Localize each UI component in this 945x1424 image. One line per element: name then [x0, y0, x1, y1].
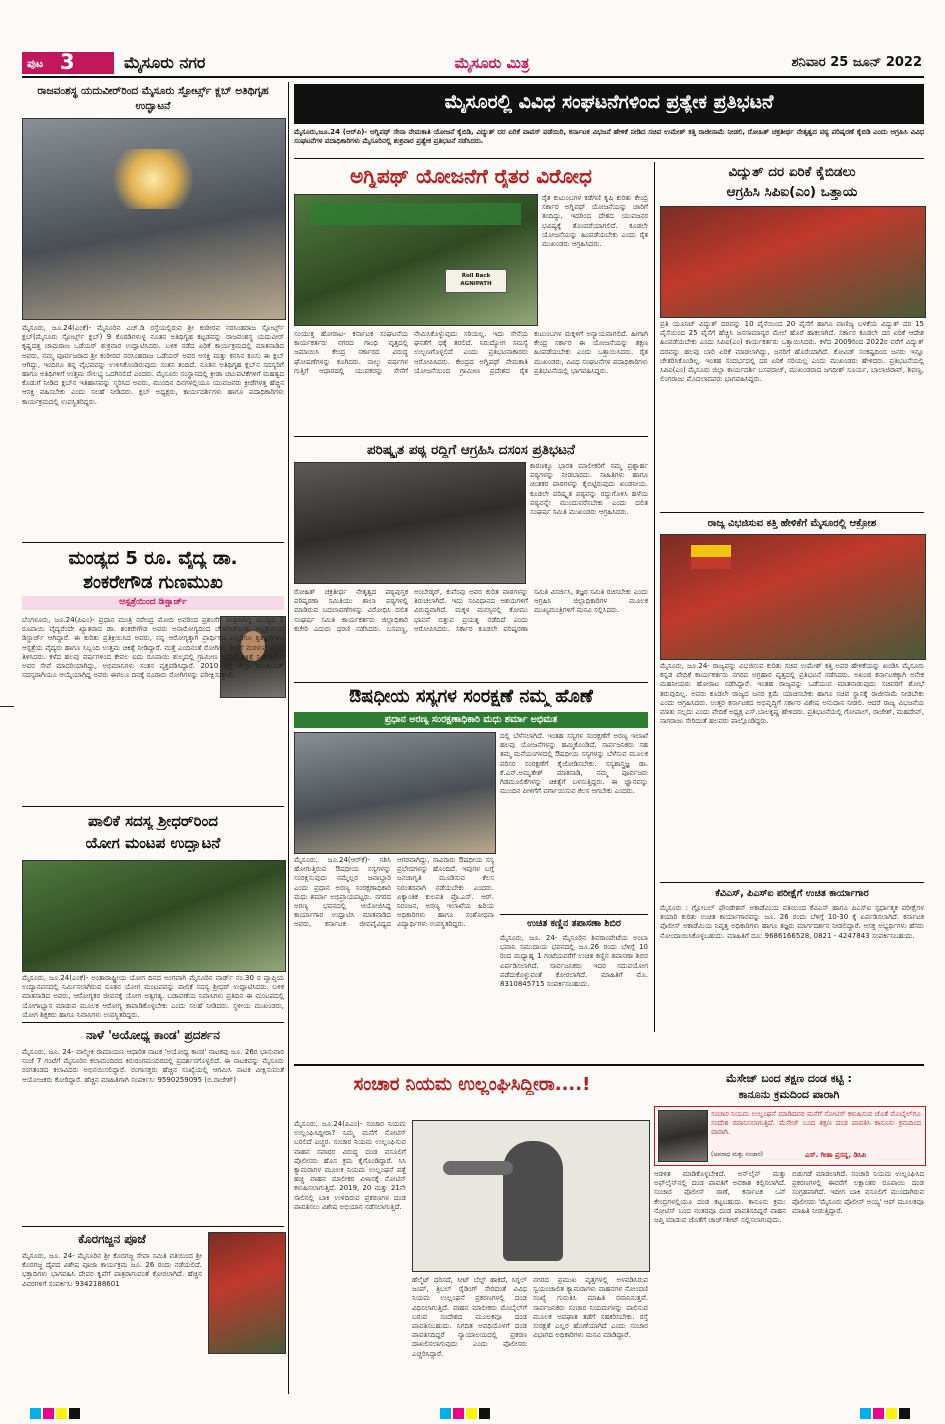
- herbal-side-article: ದಲ್ಲಿ ಬೆಳೆಸಲಾಗಿದೆ. ಇಂತಹ ಸಸ್ಯಗಳ ಸಂರಕ್ಷಣೆಗೆ ಅರಣ್ಯ ಇಲಾಖೆ ಹಲವು ಯೋಜನೆಗಳನ್ನು ಹಮ್ಮಿಕೊಂಡಿದೆ. ಸಾರ್ವಜನಿಕರು ಸಹ ತಮ್ಮ ಮನೆಯಂಗಳದಲ್ಲಿ ಔಷಧೀಯ ಸಸ್ಯಗಳನ್ನು ಬೆಳೆಸುವ ಮೂಲಕ ಪರಿಸರ ಸಂರಕ್ಷಣೆಗೆ ಕೈಜೋಡಿಸಬೇಕು. ಸಸ್ಯಶಾಸ್ತ್ರಜ್ಞ ಡಾ. ಕೆ.ಎನ್.ಅಮೃತೇಶ್ ಮಾತನಾಡಿ, ನಮ್ಮ ಪೂರ್ವಜರು ಗಿಡಮೂಲಿಕೆಗಳನ್ನು ಚಿಕಿತ್ಸೆಗೆ ಬಳಸುತ್ತಿದ್ದರು. ಈ ಜ್ಞಾನವನ್ನು ಮುಂದಿನ ಪೀಳಿಗೆಗೆ ವರ್ಗಾಯಿಸುವ ಕೆಲಸ ಆಗಬೇಕು ಎಂದರು.: [500, 732, 648, 796]
- left-rule-3: [22, 1022, 284, 1023]
- katti-article: ಮೈಸೂರು, ಜೂ.24- ರಾಜ್ಯವನ್ನು ವಿಭಜಿಸುವ ಕುರಿತು ಸಚಿವ ಉಮೇಶ್ ಕತ್ತಿ ಅವರ ಹೇಳಿಕೆಯನ್ನು ಖಂಡಿಸಿ ಮೈಸೂರು ಕನ್ನಡ ವೇದಿಕೆ ಕಾರ್ಯಕರ್ತರು ನಗರದ ಅಗ್ರಹಾರ ವೃತ್ತದಲ್ಲಿ ಪ್ರತಿಭಟನೆ ನಡೆಸಿದರು. ಅಖಂಡ ಕರ್ನಾಟಕಕ್ಕಾಗಿ ಅನೇಕ ಮಹನೀಯರು ಹೋರಾಟ ನಡೆಸಿದ್ದಾರೆ. ಇಂತಹ ರಾಜ್ಯವನ್ನು ಒಡೆಯುವ ಮಾತನಾಡುವುದು ಸಚಿವರಿಗೆ ಶೋಭೆ ತರುವುದಿಲ್ಲ. ಅವರು ಕೂಡಲೇ ರಾಜ್ಯದ ಜನರ ಕ್ಷಮೆ ಯಾಚಿಸಬೇಕು ಹಾಗೂ ಸಚಿವ ಸ್ಥಾನಕ್ಕೆ ರಾಜೀನಾಮೆ ನೀಡಬೇಕು ಎಂದು ಆಗ್ರಹಿಸಿದರು. ಉತ್ತರ ಕರ್ನಾಟಕದ ಅಭಿವೃದ್ಧಿಗೆ ಸರ್ಕಾರ ವಿಶೇಷ ಅನುದಾನ ನೀಡಲಿ. ಆದರೆ ರಾಜ್ಯ ವಿಭಜನೆಯ ಮಾತು ಸಲ್ಲದು ಎಂದು ವೇದಿಕೆ ಅಧ್ಯಕ್ಷ ಎಸ್.ಬಾಲಕೃಷ್ಣ ಹೇಳಿದರು. ಪ್ರತಿಭಟನೆಯಲ್ಲಿ ಗೋಪಾಲ್, ರಾಜೇಶ್, ಮಹದೇವ್, ನಾಗರಾಜು ಸೇರಿದಂತೆ ಹಲವರು ಪಾಲ್ಗೊಂಡಿದ್ದರು.: [660, 662, 924, 726]
- textbook-article: ರೋಹಿತ್ ಚಕ್ರತೀರ್ಥ ನೇತೃತ್ವದ ಪಠ್ಯಪುಸ್ತಕ ಪರಿಷ್ಕರಣಾ ಸಮಿತಿಯು ಶಾಲಾ ಪಠ್ಯಗಳಲ್ಲಿ ಮಾಡಿರುವ ಬದಲಾವಣೆಗಳನ್ನು ವಿರೋಧಿಸಿ ದಲಿತ ಸಂಘರ್ಷ ಸಮಿತಿ ಕಾರ್ಯಕರ್ತರು ಜಿಲ್ಲಾಧಿಕಾರಿ ಕಚೇರಿ ಎದುರು ಧರಣಿ ನಡೆಸಿದರು. ಬಸವಣ್ಣ, ಅಂಬೇಡ್ಕರ್, ಕುವೆಂಪು ಅವರ ಕುರಿತ ಪಾಠಗಳನ್ನು ತಿರುಚಲಾಗಿದೆ. ಇದು ಸಂವಿಧಾನದ ಆಶಯಗಳಿಗೆ ವಿರುದ್ಧವಾಗಿದೆ. ಮಕ್ಕಳ ಮನಸ್ಸಿನಲ್ಲಿ ಕೋಮು ಭಾವನೆ ಬಿತ್ತುವ ಪ್ರಯತ್ನ ನಡೆದಿದೆ ಎಂದು ಆರೋಪಿಸಿದರು. ಸರ್ಕಾರ ಕೂಡಲೇ ಪರಿಷ್ಕರಣಾ ಸಮಿತಿ ವಿಸರ್ಜಿಸಿ, ತಜ್ಞರ ಸಮಿತಿ ರಚಿಸಬೇಕು ಎಂದು ಆಗ್ರಹಿಸಿ ಜಿಲ್ಲಾಧಿಕಾರಿಗಳ ಮೂಲಕ ಮುಖ್ಯಮಂತ್ರಿಗಳಿಗೆ ಮನವಿ ಸಲ್ಲಿಸಿದರು.: [294, 588, 648, 633]
- drama-article: ಮೈಸೂರು, ಜೂ. 24- ವಾಲ್ಮೀಕಿ ರಾಮಾಯಣ ಆಧಾರಿತ ನಾಟಕ 'ಅಯೋಧ್ಯ ಕಾಂಡ' ನಾಟಕವು ಜೂ. 26ರ ಭಾನುವಾರ ಸಂಜೆ 7 ಗಂಟೆಗೆ ಮೈಸೂರಿನ ಕಲಾಮಂದಿರದ ಕಿರುರಂಗಮಂದಿರದಲ್ಲಿ ಪ್ರದರ್ಶನಗೊಳ್ಳಲಿದೆ. ಈ ನಾಟಕವನ್ನು ಮೈಸೂರು ರಂಗತಂಡದ ಕಲಾವಿದರು ಅಭಿನಯಿಸಲಿದ್ದಾರೆ. ರಂಗಾಸಕ್ತರು ಹೆಚ್ಚಿನ ಸಂಖ್ಯೆಯಲ್ಲಿ ಆಗಮಿಸಿ ನಾಟಕ ವೀಕ್ಷಿಸುವಂತೆ ಆಯೋಜಕರು ಕೋರಿದ್ದಾರೆ. ಹೆಚ್ಚಿನ ಮಾಹಿತಿಗಾಗಿ ಸಂಪರ್ಕಿಸಿ: 9590259095 (ಬಿ.ರಾಜೇಶ್): [22, 1048, 284, 1084]
- message-headline-1: ಮೆಸೇಜ್ ಬಂದ ತಕ್ಷಣ ದಂಡ ಕಟ್ಟಿ :: [726, 1072, 852, 1085]
- herbal-event-photo: [294, 732, 496, 854]
- sports-club-photo: [22, 118, 286, 320]
- herbal-subhead: ಪ್ರಧಾನ ಅರಣ್ಯ ಸಂರಕ್ಷಣಾಧಿಕಾರಿ ಮಧು ಶರ್ಮಾ ಅಭಿಮತ: [384, 714, 558, 725]
- textbook-side-article: ಕಾರಣಕ್ಕೂ ಭಾರತ ಮಾಲೀಕರಿಗೆ ನಮ್ಮ ಪ್ರಶ್ನಾರ್ಹ ಪಠ್ಯಗಳನ್ನು ನೀಡಬಾರದು. ಸಾಹಿತಿಗಳು ಹಾಗೂ ಚಿಂತಕರ ಪಾಠಗಳನ್ನು ಕೈಬಿಟ್ಟಿರುವುದು ಖಂಡನೀಯ. ಕೂಡಲೇ ಪರಿಷ್ಕೃತ ಪಠ್ಯವನ್ನು ರದ್ದುಗೊಳಿಸಿ ಹಳೆಯ ಪಠ್ಯವನ್ನೇ ಮುಂದುವರೆಸಬೇಕು ಎಂದು ದಲಿತ ಸಂಘರ್ಷ ಸಮಿತಿ ಮುಖಂಡರು ಆಗ್ರಹಿಸಿದರು.: [530, 462, 648, 517]
- doctor-article: ಬೆಂಗಳೂರು, ಜೂ.24(ಪಿಎಂ)- ಪ್ರಧಾನ ಮಂತ್ರಿ ನರೇಂದ್ರ ಮೋದಿ ಅವರಿಂದ ಪ್ರಶಂಸೆಗೆ ಪಾತ್ರರಾಗಿದ್ದ ಮಂಡ್ಯದ 5 ರೂಪಾಯಿ ವೈದ್ಯರೆಂದೇ ಖ್ಯಾತರಾದ ಡಾ. ಶಂಕರೇಗೌಡ ಅವರು ಅನಾರೋಗ್ಯದಿಂದ ಚೇತರಿಸಿಕೊಂಡು ಆಸ್ಪತ್ರೆಯಿಂದ ಡಿಸ್ಚಾರ್ಜ್ ಆಗಿದ್ದಾರೆ. ಈ ಕುರಿತು ಪ್ರತಿಕ್ರಿಯಿಸಿದ ಅವರು, ನನ್ನ ಆರೋಗ್ಯಕ್ಕಾಗಿ ಪ್ರಾರ್ಥಿಸಿದ ಎಲ್ಲರಿಗೂ ಕೃತಜ್ಞತೆಗಳು. ಆಸ್ಪತ್ರೆಯ ವೈದ್ಯರು ಹಾಗೂ ಸಿಬ್ಬಂದಿ ಉತ್ತಮ ಚಿಕಿತ್ಸೆ ನೀಡಿದ್ದಾರೆ. ಮತ್ತೆ ಎಂದಿನಂತೆ ರೋಗಿಗಳ ಸೇವೆಗೆ ಮರಳುವೆ ಎಂದು ತಿಳಿಸಿದರು. ಕಳೆದ ಹಲವು ವರ್ಷಗಳಿಂದ ಕೇವಲ ಐದು ರೂಪಾಯಿ ಶುಲ್ಕದಲ್ಲಿ ಗ್ರಾಮೀಣ ಜನರಿಗೆ ಚಿಕಿತ್ಸೆ ನೀಡುತ್ತಿರುವ ಅವರ ಸೇವೆ ಮಾದರಿಯಾಗಿದ್ದು, ಅಭಿಮಾನಿಗಳು ಸಂತಸ ವ್ಯಕ್ತಪಡಿಸಿದ್ದಾರೆ. 2010 ರಲ್ಲಿ ಜಿಲ್ಲಾ ಪಂಚಾಯತ್ ಸದಸ್ಯರಾಗಿಯೂ ಆಯ್ಕೆಯಾಗಿದ್ದ ಅವರು ಈಗಲೂ ದಿನಕ್ಕೆ ನೂರಾರು ರೋಗಿಗಳನ್ನು ಪರೀಕ್ಷಿಸುತ್ತಾರೆ.: [22, 616, 284, 680]
- yoga-article: ಮೈಸೂರು, ಜೂ.24(ಎಂಕೆ)- ಅಂತಾರಾಷ್ಟ್ರೀಯ ಯೋಗ ದಿನದ ಅಂಗವಾಗಿ ಮೈಸೂರಿನ ವಾರ್ಡ್ ನಂ.30 ರ ವ್ಯಾಪ್ತಿಯ ಉದ್ಯಾನವನದಲ್ಲಿ ನಿರ್ಮಿಸಲಾಗಿರುವ ನೂತನ ಯೋಗ ಮಂಟಪವನ್ನು ಪಾಲಿಕೆ ಸದಸ್ಯ ಶ್ರೀಧರ್ ಉದ್ಘಾಟಿಸಿದರು. ಬಳಿಕ ಮಾತನಾಡಿದ ಅವರು, ಆರೋಗ್ಯಕರ ಜೀವನಕ್ಕೆ ಯೋಗ ಅತ್ಯಗತ್ಯ. ಬಡಾವಣೆಯ ನಿವಾಸಿಗಳು ಪ್ರತಿದಿನ ಈ ಮಂಟಪದಲ್ಲಿ ಯೋಗಾಭ್ಯಾಸ ಮಾಡುವ ಮೂಲಕ ಆರೋಗ್ಯ ಕಾಪಾಡಿಕೊಳ್ಳಬೇಕು ಎಂದು ಸಲಹೆ ನೀಡಿದರು. ಸ್ಥಳೀಯ ಮುಖಂಡರು, ಯೋಗ ಶಿಕ್ಷಕರು ಹಾಗೂ ನಿವಾಸಿಗಳು ಉಪಸ್ಥಿತರಿದ್ದರು.: [22, 974, 284, 1019]
- color-bar-center: [440, 1404, 492, 1423]
- story-herbal: [294, 686, 648, 1032]
- koragajja-article: ಮೈಸೂರು, ಜೂ. 24- ಮೈಸೂರಿನ ಶ್ರೀ ಕೊರಗಜ್ಜ ಸೇವಾ ಸಮಿತಿ ವತಿಯಿಂದ ಶ್ರೀ ಕೊರಗಜ್ಜ ದೈವದ ವಿಶೇಷ ಪೂಜಾ ಕಾರ್ಯಕ್ರಮ ಜೂ. 26 ರಂದು ನಡೆಯಲಿದೆ. ಭಕ್ತಾದಿಗಳು ಭಾಗವಹಿಸಿ ದೇವರ ಕೃಪೆಗೆ ಪಾತ್ರರಾಗುವಂತೆ ಕೋರಲಾಗಿದೆ. ಹೆಚ್ಚಿನ ವಿವರಗಳಿಗೆ ಸಂಪರ್ಕಿಸಿ: 9342188601: [22, 1252, 202, 1288]
- kannada-flag: [691, 545, 731, 569]
- left-rule-2: [22, 806, 284, 807]
- agnipath-headline: ಅಗ್ನಿಪಥ್ ಯೋಜನೆಗೆ ರೈತರ ವಿರೋಧ: [350, 164, 592, 188]
- officer-quote: ಸಂಚಾರ ನಿಯಮ ಉಲ್ಲಂಘನೆ ಮಾಡಿದವರ ಮನೆಗೆ ನೋಟಿಸ್ ಕಳುಹಿಸುವ ಜೊತೆ ಮೊಬೈಲ್‌ಗೂ ಸಂದೇಶ ರವಾನಿಸಲಾಗುತ್ತಿದೆ. ಮೆಸೇಜ್ ಬಂದ ತಕ್ಷಣ ದಂಡ ಪಾವತಿಸಿ ಕಾನೂನು ಕ್ರಮದಿಂದ ಪಾರಾಗಿ.: [711, 1110, 921, 1137]
- herbal-article: ಮೈಸೂರು, ಜೂ.24(ಆರ್‌ಕೆ)- ನಶಿಸಿ ಹೋಗುತ್ತಿರುವ ಔಷಧೀಯ ಸಸ್ಯಗಳನ್ನು ಸಂರಕ್ಷಿಸುವುದು ನಮ್ಮೆಲ್ಲರ ಜವಾಬ್ದಾರಿ ಎಂದು ಪ್ರಧಾನ ಅರಣ್ಯ ಸಂರಕ್ಷಣಾಧಿಕಾರಿ ಮಧು ಶರ್ಮಾ ಅಭಿಪ್ರಾಯಪಟ್ಟರು. ನಗರದ ಅರಣ್ಯ ಭವನದಲ್ಲಿ ಆಯೋಜಿಸಿದ್ದ ಕಾರ್ಯಾಗಾರ ಉದ್ಘಾಟಿಸಿ ಮಾತನಾಡಿದ ಅವರು, ಕರ್ನಾಟಕ ಜೀವವೈವಿಧ್ಯದ ಆಗರವಾಗಿದ್ದು, ಸಾವಿರಾರು ಔಷಧೀಯ ಸಸ್ಯ ಪ್ರಭೇದಗಳನ್ನು ಹೊಂದಿದೆ. ಇವುಗಳ ಬಗ್ಗೆ ಜನಜಾಗೃತಿ ಮೂಡಿಸುವ ಕೆಲಸ ನಿರಂತರವಾಗಿ ನಡೆಯಬೇಕು ಎಂದರು. ಏಕ್ಯಾಂತಿಕ ಕುಲಪತಿ ಪ್ರೊ.ಎಸ್. ಆರ್. ನಿರಂಜನ, ಅರಣ್ಯ ಇಲಾಖೆಯ ಹಿರಿಯ ಅಧಿಕಾರಿಗಳು ಹಾಗೂ ಸಂಶೋಧನಾ ವಿದ್ಯಾರ್ಥಿಗಳು ಉಪಸ್ಥಿತರಿದ್ದರು.: [294, 856, 494, 929]
- page-number: 3: [60, 50, 75, 74]
- agnipath-side-article: ರೈತ ಕುಟುಂಬಗಳ ಕಡೆಗಣಿ ಕೃಷಿ ಕುರಿತು ಕೇಂದ್ರ ಸರ್ಕಾರ ಅಗ್ನಿಪಥ್ ಯೋಜನೆಯನ್ನು ಜಾರಿಗೆ ತಂದಿದ್ದು, ಇದರಿಂದ ದೇಶದ ಯುವಜನರ ಭವಿಷ್ಯಕ್ಕೆ ತೊಂದರೆಯಾಗಲಿದೆ. ಕೂಡಲೇ ಯೋಜನೆಯನ್ನು ಹಿಂಪಡೆಯಬೇಕು ಎಂದು ರೈತ ಮುಖಂಡರು ಆಗ್ರಹಿಸಿದರು.: [542, 194, 648, 249]
- hall-lamp: [103, 149, 203, 209]
- officer-name: ಎಸ್. ಗೀತಾ ಪ್ರಸನ್ನ, ಡಿಸಿಪಿ: [805, 1151, 867, 1159]
- katti-headline: ರಾಜ್ಯ ವಿಭಜಿಸುವ ಕತ್ತಿ ಹೇಳಿಕೆಗೆ ಮೈಸೂರಲ್ಲಿ ಆಕ್ರೋಶ: [707, 518, 877, 529]
- story-traffic: [294, 1070, 924, 1396]
- main-banner-intro: ಮೈಸೂರು,ಜೂ.24 (ಆರ್‌ಪಿ)- ಅಗ್ನಿಪಥ್ ಸೇನಾ ನೇಮಕಾತಿ ಯೋಜನೆ ಕೈಬಿಡಿ, ವಿದ್ಯುತ್ ದರ ಏರಿಕೆ ವಾಪಸ್ ಪಡೆಯಿರಿ, ಕರ್ನಾಟಕ ವಿಭಜನೆ ಹೇಳಿಕೆ ನೀಡಿದ ಸಚಿವ ಉಮೇಶ್ ಕತ್ತಿ ರಾಜೀನಾಮೆ ನೀಡಲಿ, ರೋಹಿತ್ ಚಕ್ರತೀರ್ಥ ನೇತೃತ್ವದ ಪಠ್ಯ ಪರಿಷ್ಕರಣೆ ಕೈಬಿಡಿ ಎಂದು ಆಗ್ರಹಿಸಿ ವಿವಿಧ ಸಂಘಟನೆಗಳ ಪದಾಧಿಕಾರಿಗಳು ಮೈಸೂರಿನಲ್ಲಿ ಶುಕ್ರವಾರ ಪ್ರತ್ಯೇಕ ಪ್ರತಿಭಟನೆ ನಡೆಸಿದರು.: [294, 128, 924, 146]
- police-figure: [503, 1141, 563, 1261]
- story-sports-club-headline: ರಾಜವಂಶಸ್ಥ ಯದುವೀರ್‌ರಿಂದ ಮೈಸೂರು ಸ್ಪೋರ್ಟ್ಸ್ ಕ್ಲಬ್ ಅತಿಥಿಗೃಹ ಉದ್ಘಾಟನೆ: [37, 85, 269, 112]
- story-doctor-headline-1: ಮಂಡ್ಯದ 5 ರೂ. ವೈದ್ಯ ಡಾ.: [68, 548, 238, 569]
- agnipath-placard-text: Roll Back AGNIPATH: [460, 273, 492, 287]
- masthead-rule: [22, 76, 924, 78]
- power-headline-1: ವಿದ್ಯುತ್ ದರ ಏರಿಕೆ ಕೈಬಿಡಲು: [728, 164, 856, 180]
- katti-protest-photo: [660, 534, 926, 660]
- paper-name: ಮೈಸೂರು ಮಿತ್ರ: [454, 54, 530, 72]
- officer-role: (ಅಪರಾಧ ಮತ್ತು ಸಂಚಾರ): [711, 1151, 764, 1158]
- cpim-protest-photo: [660, 206, 926, 318]
- story-power: [660, 162, 924, 510]
- page-label-box: [22, 52, 114, 74]
- section-name: ಮೈಸೂರು ನಗರ: [124, 53, 206, 72]
- herbal-subhead-box: [294, 712, 648, 728]
- center-rule-2: [294, 682, 648, 683]
- yoga-photo: [22, 860, 286, 972]
- story-doctor-headline-2: ಶಂಕರೇಗೌಡ ಗುಣಮುಖ: [83, 572, 223, 593]
- story-koragajja-headline: ಕೊರಗಜ್ಜನ ಪೂಜೆ: [78, 1232, 146, 1246]
- story-katti: [660, 516, 924, 880]
- agnipath-protest-photo: [294, 194, 538, 326]
- kvs-headline: ಕೆವಿಎಸ್, ಪಿಎಸ್‌ಐ ಪರೀಕ್ಷೆಗೆ ಉಚಿತ ಕಾರ್ಯಾಗಾರ: [715, 888, 869, 899]
- story-doctor-subhead: ಆಸ್ಪತ್ರೆಯಿಂದ ಡಿಸ್ಚಾರ್ಜ್: [119, 597, 187, 607]
- traffic-top-rule: [294, 1064, 924, 1066]
- story-agnipath: [294, 162, 648, 434]
- koragajja-photo: [208, 1232, 286, 1354]
- power-headline-2: ಆಗ್ರಹಿಸಿ ಸಿಪಿಐ(ಎಂ) ಒತ್ತಾಯ: [726, 184, 858, 200]
- color-bar-right: [860, 1404, 912, 1423]
- issue-date: ಶನಿವಾರ 25 ಜೂನ್ 2022: [791, 55, 922, 70]
- traffic-column-1: ಮೈಸೂರು, ಜೂ.24(ಪಿಎಂ)- ಸಂಚಾರ ನಿಯಮ ಉಲ್ಲಂಘಿಸಿದ್ದೀರಾ? ನಿಮ್ಮ ಮನೆಗೆ ನೋಟಿಸ್ ಬರಲಿದೆ ಎಚ್ಚರ. ಸಂಚಾರ ನಿಯಮ ಉಲ್ಲಂಘಿಸುವ ವಾಹನ ಸವಾರರ ವಿರುದ್ಧ ದಂಡ ವಸೂಲಿಗೆ ಪೊಲೀಸರು ಹೊಸ ಕ್ರಮ ಕೈಗೊಂಡಿದ್ದಾರೆ. ಸಿಸಿ ಕ್ಯಾಮರಾಗಳ ಮೂಲಕ ನಿಯಮ ಉಲ್ಲಂಘನೆ ಪತ್ತೆ ಹಚ್ಚಿ ವಾಹನ ಮಾಲೀಕರ ವಿಳಾಸಕ್ಕೆ ನೋಟಿಸ್ ಕಳುಹಿಸಲಾಗುತ್ತಿದೆ. 2019, 20 ಮತ್ತು 21ನೇ ಸಾಲಿನಲ್ಲಿ ಬಾಕಿ ಉಳಿದಿರುವ ಪ್ರಕರಣಗಳ ದಂಡ ಪಾವತಿಸಲು ವಿಶೇಷ ಅಭಿಯಾನ ನಡೆಸಲಾಗುತ್ತಿದೆ.: [294, 1120, 406, 1211]
- story-drama-headline: ನಾಳೆ 'ಅಯೋಧ್ಯ ಕಾಂಡ' ಪ್ರದರ್ಶನ: [86, 1028, 220, 1042]
- story-koragajja: [22, 1230, 284, 1396]
- story-doctor-subhead-box: [22, 596, 284, 610]
- story-yoga-headline-1: ಪಾಲಿಕೆ ಸದಸ್ಯ ಶ್ರೀಧರ್‌ರಿಂದ: [88, 812, 218, 830]
- traffic-headline: ಸಂಚಾರ ನಿಯಮ ಉಲ್ಲಂಘಿಸಿದ್ದೀರಾ....!: [353, 1074, 591, 1095]
- traffic-column-2: ಹೆಲ್ಮೆಟ್ ಧರಿಸದೆ, ಸೀಟ್ ಬೆಲ್ಟ್ ಹಾಕದೆ, ಸಿಗ್ನಲ್ ಜಂಪ್, ತ್ರಿಬಲ್ ರೈಡಿಂಗ್ ಸೇರಿದಂತೆ ವಿವಿಧ ನಿಯಮ ಉಲ್ಲಂಘನೆ ಪ್ರಕರಣಗಳಲ್ಲಿ ದಂಡ ವಿಧಿಸಲಾಗುತ್ತಿದೆ. ವಾಹನ ಮಾಲೀಕರು ಮೊಬೈಲ್‌ಗೆ ಬರುವ ಸಂದೇಶದ ಮೂಲಕವೂ ದಂಡ ಪಾವತಿಸಬಹುದು. ನಿಗದಿತ ಅವಧಿಯೊಳಗೆ ದಂಡ ಪಾವತಿಸದಿದ್ದರೆ ನ್ಯಾಯಾಲಯದಲ್ಲಿ ಪ್ರಕರಣ ದಾಖಲಿಸಲಾಗುವುದು ಎಂದು ಪೊಲೀಸರು ಎಚ್ಚರಿಸಿದ್ದಾರೆ.: [412, 1276, 527, 1358]
- power-article: ಪ್ರತಿ ಯೂನಿಟ್ ವಿದ್ಯುತ್ ದರವನ್ನು 10 ಪೈಸೆಯಿಂದ 20 ಪೈಸೆಗೆ ಹಾಗೂ ವಾಣಿಜ್ಯ ಬಳಕೆಯ ವಿದ್ಯುತ್ ದರ 15 ಪೈಸೆಯಿಂದ 25 ಪೈಸೆಗೆ ಹೆಚ್ಚಿಸಿ ಜನಸಾಮಾನ್ಯರ ಮೇಲೆ ಹೊರೆ ಹಾಕಲಾಗಿದೆ. ಸರ್ಕಾರ ಕೂಡಲೇ ದರ ಏರಿಕೆ ಆದೇಶ ಹಿಂಪಡೆಯಬೇಕು ಎಂದು ಸಿಪಿಐ(ಎಂ) ಕಾರ್ಯಕರ್ತರು ಒತ್ತಾಯಿಸಿದರು. ಕಳೆದ 2009ರಿಂದ 2022ರ ವರೆಗೆ ವಿದ್ಯುತ್ ದರವನ್ನು ಹಲವು ಬಾರಿ ಏರಿಕೆ ಮಾಡಲಾಗಿದ್ದು, ಜನರಿಗೆ ಹೊರೆಯಾಗಿದೆ. ಕೋವಿಡ್ ಸಂಕಷ್ಟದಿಂದ ಜನರು ಇನ್ನೂ ಚೇತರಿಸಿಕೊಂಡಿಲ್ಲ. ಇಂತಹ ಸಂದರ್ಭದಲ್ಲಿ ದರ ಏರಿಕೆ ಸರಿಯಲ್ಲ ಎಂದು ಮುಖಂಡರು ಹೇಳಿದರು. ಪ್ರತಿಭಟನೆಯಲ್ಲಿ ಸಿಪಿಐ(ಎಂ) ಮೈಸೂರು ಜಿಲ್ಲಾ ಕಾರ್ಯದರ್ಶಿ ಬಸವರಾಜ್, ಮುಖಂಡರಾದ ಜಗದೀಶ್ ಸೂರ್ಯ, ಬಾಲಾಜಿರಾವ್, ಶಿವಣ್ಣ, ಲಿಂಗರಾಜು ಮೊದಲಾದವರು ಭಾಗವಹಿಸಿದ್ದರು.: [660, 320, 924, 384]
- left-rule-1: [22, 542, 284, 543]
- masthead: [22, 48, 924, 76]
- left-column-divider: [288, 82, 289, 1394]
- message-headline-2: ಕಾನೂನು ಕ್ರಮದಿಂದ ಪಾರಾಗಿ: [738, 1088, 840, 1101]
- right-rule-1: [660, 512, 924, 513]
- textbook-protest-photo: [294, 462, 526, 584]
- textbook-headline: ಪರಿಷ್ಕೃತ ಪಠ್ಯ ರದ್ದಿಗೆ ಆಗ್ರಹಿಸಿ ದಸಂಸ ಪ್ರತಿಭಟನೆ: [367, 442, 575, 458]
- officer-quote-box: [654, 1106, 926, 1166]
- camp-headline: ಉಚಿತ ಕಣ್ಣಿನ ತಪಾಸಣಾ ಶಿಬಿರ: [527, 918, 621, 929]
- traffic-column-4: ಆಡಳಿತ ಮಾಡಿಕೊಳ್ಳಬೇಕಿದೆ. ಅನ್‌ಲೈನ್ ಮತ್ತು ಅಫ್‌ಲೈನ್‌ನಲ್ಲಿ ದಂಡ ಪಾವತಿಗೆ ಅವಕಾಶ ಕಲ್ಪಿಸಲಾಗಿದೆ. ಸಂಚಾರ ಪೊಲೀಸ್ ಠಾಣೆ, ಕರ್ನಾಟಕ ಒನ್ ಕೇಂದ್ರಗಳಲ್ಲಿಯೂ ದಂಡ ಕಟ್ಟಬಹುದು. ಕಾನೂನು ಕ್ರಮ: ನೋಟಿಸ್ ಬಂದ ನಂತರವೂ ದಂಡ ಪಾವತಿಸದಿದ್ದರೆ ವಾಹನ ಜಪ್ತಿ ಮಾಡುವ ಜೊತೆಗೆ ಚಾರ್ಜ್‌ಶೀಟ್ ಸಲ್ಲಿಸಲಾಗುವುದು.: [654, 1170, 786, 1225]
- traffic-column-5: ಬಿಡುಗಡೆ ಮಾಡಲಾಗಿದೆ. ಸಂಚಾರಿ ನಿಯಮ ಉಲ್ಲಂಘಿಸಿದ ಪ್ರಕರಣಗಳಲ್ಲಿ ಈವರೆಗೆ ಲಕ್ಷಾಂತರ ರೂಪಾಯಿ ದಂಡ ಸಂಗ್ರಹವಾಗಿದೆ. ಇದೀಗ ಬಾಕಿ ವಸೂಲಿಗೆ ಮುಂದಾಗಿರುವ ಪೊಲೀಸರು 'ಮೈಸೂರು ಪೊಲೀಸ್ ಅಯ್ಯ' ಆಪ್ ಮೂಲಕವೂ ಮಾಹಿತಿ ನೀಡುತ್ತಿದ್ದಾರೆ.: [792, 1170, 924, 1215]
- camp-article: ಮೈಸೂರು, ಜೂ. 24- ಮೈಸೂರಿನ ಶಿವರಾಂಪೇಟೆಯ ಅಂಬಾ ಭವಾನಿ ಸಮುದಾಯ ಭವನದಲ್ಲಿ ಜೂ.26 ರಂದು ಬೆಳಿಗ್ಗೆ 10 ರಿಂದ ಮಧ್ಯಾಹ್ನ 1 ಗಂಟೆಯವರೆಗೆ ಉಚಿತ ಕಣ್ಣಿನ ತಪಾಸಣಾ ಶಿಬಿರ ಏರ್ಪಡಿಸಲಾಗಿದೆ. ಸಾರ್ವಜನಿಕರು ಇದರ ಸದುಪಯೋಗ ಪಡೆದುಕೊಳ್ಳುವಂತೆ ಕೋರಲಾಗಿದೆ. ಮಾಹಿತಿಗೆ ಮೊ. 8310845715 ಸಂಪರ್ಕಿಸಬಹುದು.: [500, 934, 648, 989]
- traffic-callout: [654, 1070, 924, 1396]
- page-label: ಪುಟ: [27, 57, 44, 70]
- traffic-police-illustration: [412, 1120, 650, 1272]
- story-kvs: [660, 886, 924, 1062]
- story-yoga-headline-2: ಯೋಗ ಮಂಟಪ ಉದ್ಘಾಟನೆ: [85, 834, 221, 852]
- main-banner: [294, 84, 924, 124]
- story-textbook: [294, 440, 648, 680]
- center-rule-1: [294, 436, 648, 437]
- main-banner-headline: ಮೈಸೂರಲ್ಲಿ ವಿವಿಧ ಸಂಘಟನೆಗಳಿಂದ ಪ್ರತ್ಯೇಕ ಪ್ರತಿಭಟನೆ: [444, 91, 774, 113]
- story-sports-club: [22, 82, 284, 540]
- right-rule-2: [660, 882, 924, 883]
- story-drama: [22, 1026, 284, 1236]
- main-intro-rule: [294, 158, 924, 159]
- kvs-article: ಮೈಸೂರು : ಗ್ಲೋಬಲ್ ಫೌಂಡೇಶನ್ ಅಕಾಡೆಮಿಯ ವತಿಯಿಂದ ಕೆವಿಎಸ್ ಹಾಗೂ ಪಿಎಸ್‌ಐ ಸ್ಪರ್ಧಾತ್ಮಕ ಪರೀಕ್ಷೆಗಳ ತಯಾರಿ ಕುರಿತು ಉಚಿತ ಕಾರ್ಯಾಗಾರವನ್ನು ಜೂ. 26 ರಂದು ಬೆಳಿಗ್ಗೆ 10-30 ಕ್ಕೆ ಏರ್ಪಡಿಸಲಾಗಿದೆ. ಕರ್ನಾಟಕ ಪೊಲೀಸ್ ಅಕಾಡೆಮಿಯ ನಿವೃತ್ತ ಅಧಿಕಾರಿಗಳು ಹಾಗೂ ತಜ್ಞರು ಮಾರ್ಗದರ್ಶನ ನೀಡಲಿದ್ದಾರೆ. ಆಸಕ್ತ ಅಭ್ಯರ್ಥಿಗಳು ಹೆಸರು ನೋಂದಾಯಿಸಿಕೊಳ್ಳಬಹುದು. ಮಾಹಿತಿಗೆ ದೂ: 9686166528, 0821 - 4247843 ಸಂಪರ್ಕಿಸಬಹುದು.: [660, 904, 924, 940]
- agnipath-protest-banner: [311, 203, 521, 225]
- agnipath-placard: [445, 269, 507, 293]
- officer-photo: [658, 1110, 708, 1162]
- traffic-column-3: ನಗರದ ಪ್ರಮುಖ ವೃತ್ತಗಳಲ್ಲಿ ಅಳವಡಿಸಿರುವ ಸ್ವಯಂಚಾಲಿತ ಕ್ಯಾಮರಾಗಳು ವಾಹನಗಳ ನೋಂದಣಿ ಸಂಖ್ಯೆ ಗುರುತಿಸಿ ಮಾಹಿತಿ ರವಾನಿಸುತ್ತವೆ. ಸಾರ್ವಜನಿಕರು ಸಂಚಾರ ನಿಯಮಗಳನ್ನು ಪಾಲಿಸುವ ಮೂಲಕ ಅಪಘಾತ ತಡೆಗೆ ಸಹಕರಿಸಬೇಕು. ರಸ್ತೆ ಸುರಕ್ಷತೆ ಎಲ್ಲರ ಹೊಣೆಯಾಗಿದೆ ಎಂದು ಸಂಚಾರ ವಿಭಾಗದ ಅಧಿಕಾರಿಗಳು ಮನವಿ ಮಾಡಿದ್ದಾರೆ.: [533, 1276, 648, 1340]
- left-rule-4: [22, 1226, 284, 1227]
- sports-club-article: ಮೈಸೂರು, ಜೂ.24(ಎಂಕೆ)- ಮೈಸೂರಿನ ಎಚ್‌.ಡಿ ರಸ್ತೆಯಲ್ಲಿರುವ ಶ್ರೀ ಕಂಠೀರವ ನರಸಿಂಹರಾಜ ಸ್ಪೋರ್ಟ್ಸ್ ಕ್ಲಬ್(ಮೈಸೂರು ಸ್ಪೋರ್ಟ್ಸ್ ಕ್ಲಬ್) 9 ಕೊಠಡಿಗಳುಳ್ಳ ನೂತನ ಅತಿಥಿಗೃಹ ಕಟ್ಟಡವನ್ನು ರಾಜವಂಶಸ್ಥ ಯದುವೀರ್ ಕೃಷ್ಣದತ್ತ ಚಾಮರಾಜ ಒಡೆಯರ್ ಶುಕ್ರವಾರ ಉದ್ಘಾಟಿಸಿದರು. ಬಳಿಕ ನಡೆದ ಏರಿಕೆ ಕಾರ್ಯಕ್ರಮದಲ್ಲಿ ಮಾತನಾಡಿದ ಅವರು, ನಮ್ಮ ಪೂರ್ವಜರಾದ ಶ್ರೀ ಕಂಠೀರವ ನರಸಿಂಹರಾಜ ಒಡೆಯರ್ ಅವರ ಆಸಕ್ತಿ ಮತ್ತು ಕನಸಿನ ಕೂಸು ಈ ಕ್ಲಬ್ ಆಗಿದ್ದು, ಇಂದಿಗೂ ತನ್ನ ವೈಭವವನ್ನು ಉಳಿಸಿಕೊಂಡಿರುವುದು ಸಂತಸ ತಂದಿದೆ. ನೂತನ ಅತಿಥಿಗೃಹ ಕ್ಲಬ್‌ನ ಸದಸ್ಯರಿಗೆ ಹಾಗೂ ಅತಿಥಿಗಳಿಗೆ ಉತ್ತಮ ಸೌಲಭ್ಯ ಒದಗಿಸಲಿದೆ ಎಂದರು. ಮೈಸೂರು ಸಂಸ್ಥಾನದಲ್ಲಿ ಕ್ರೀಡಾ ಚಟುವಟಿಕೆಗಳಿಗೆ ಮಹತ್ವದ ಕೊಡುಗೆ ನೀಡಿದ ಕ್ಲಬ್‌ನ ಇತಿಹಾಸವನ್ನು ಸ್ಮರಿಸಿದ ಅವರು, ಮುಂದಿನ ದಿನಗಳಲ್ಲಿಯೂ ಯುವಜನರು ಕ್ರೀಡೆಗಳತ್ತ ಹೆಚ್ಚಿನ ಆಸಕ್ತಿ ವಹಿಸಬೇಕು ಎಂದು ಸಲಹೆ ನೀಡಿದರು. ಕ್ಲಬ್ ಅಧ್ಯಕ್ಷರು, ಕಾರ್ಯದರ್ಶಿಗಳು ಹಾಗೂ ಪದಾಧಿಕಾರಿಗಳು ಕಾರ್ಯಕ್ರಮದಲ್ಲಿ ಉಪಸ್ಥಿತರಿದ್ದರು.: [22, 324, 284, 406]
- agnipath-article: ಸಂಯುಕ್ತ ಹೋರಾಟ- ಕರ್ನಾಟಕ ಸಂಘಟನೆಯ ಕಾರ್ಯಕರ್ತರು ನಗರದ ಗಾಂಧಿ ವೃತ್ತದಲ್ಲಿ ಜಮಾಯಿಸಿ ಕೇಂದ್ರ ಸರ್ಕಾರದ ವಿರುದ್ಧ ಘೋಷಣೆಗಳನ್ನು ಕೂಗಿದರು. ನಾಲ್ಕು ವರ್ಷಗಳ ಗುತ್ತಿಗೆ ಆಧಾರದಲ್ಲಿ ಯುವಕರನ್ನು ಸೇನೆಗೆ ನೇಮಿಸಿಕೊಳ್ಳುವುದು ಸರಿಯಲ್ಲ. ಇದು ಸೇನೆಯ ಘನತೆಗೆ ಧಕ್ಕೆ ತರಲಿದೆ. ನಿರುದ್ಯೋಗ ಸಮಸ್ಯೆ ಉಲ್ಬಣಗೊಳ್ಳಲಿದೆ ಎಂದು ಪ್ರತಿಭಟನಾಕಾರರು ಆರೋಪಿಸಿದರು. ಕೇಂದ್ರದ ಅಗ್ನಿಪಥ್ ನೇಮಕಾತಿ ಯೋಜನೆಯಿಂದ ಗ್ರಾಮೀಣ ಪ್ರದೇಶದ ರೈತ ಕುಟುಂಬಗಳ ಮಕ್ಕಳಿಗೆ ಅನ್ಯಾಯವಾಗಲಿದೆ. ಹೀಗಾಗಿ ಕೇಂದ್ರ ಸರ್ಕಾರ ಈ ಯೋಜನೆಯನ್ನು ತಕ್ಷಣ ಹಿಂಪಡೆಯಬೇಕು ಎಂದು ಒತ್ತಾಯಿಸಿದರು. ರೈತ ಮುಖಂಡರು, ವಿವಿಧ ಸಂಘಟನೆಗಳ ಪದಾಧಿಕಾರಿಗಳು ಪ್ರತಿಭಟನೆಯಲ್ಲಿ ಭಾಗವಹಿಸಿದ್ದರು.: [294, 330, 648, 375]
- color-bar-left: [30, 1404, 82, 1423]
- registration-mark-left: [0, 706, 14, 707]
- story-yoga: [22, 810, 284, 1020]
- center-right-divider: [654, 162, 655, 1032]
- police-hand: [443, 1161, 513, 1175]
- story-doctor: [22, 546, 284, 804]
- herbal-headline: ಔಷಧೀಯ ಸಸ್ಯಗಳ ಸಂರಕ್ಷಣೆ ನಮ್ಮ ಹೊಣೆ: [348, 686, 594, 707]
- camp-rule: [500, 914, 648, 915]
